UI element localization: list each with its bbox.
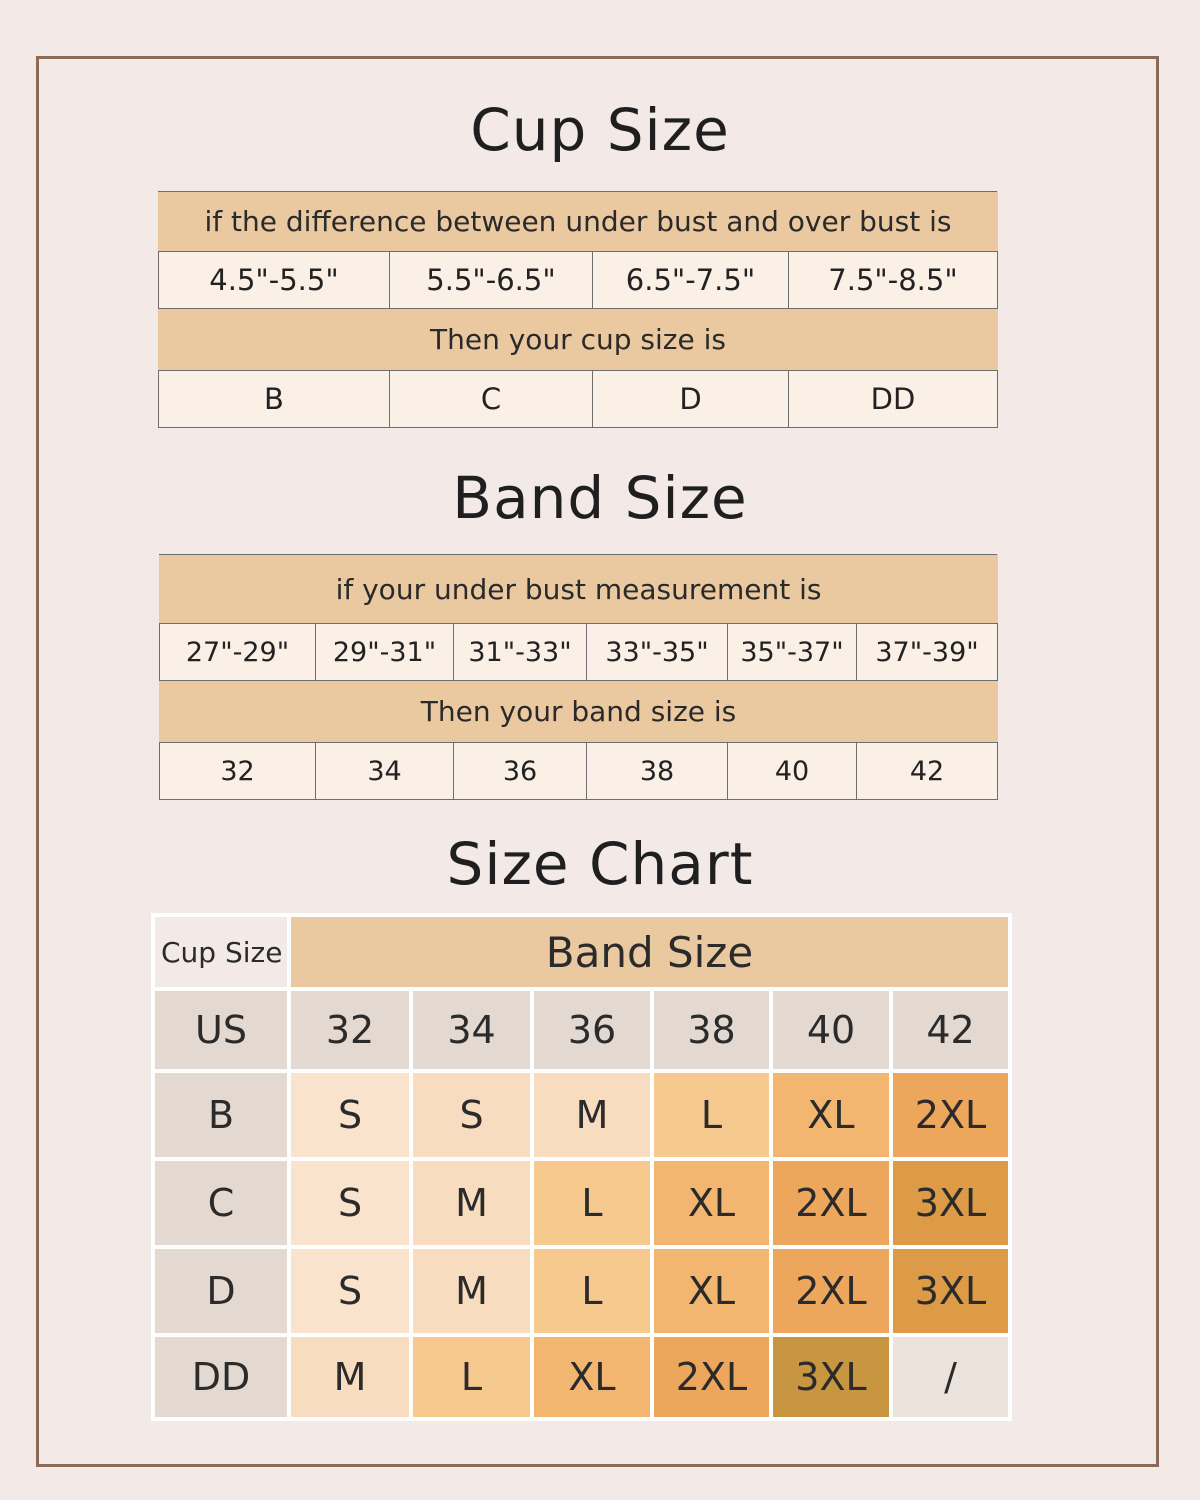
band-column-header: 40	[773, 991, 889, 1069]
band-column-header: 32	[291, 991, 409, 1069]
cup-row-header: C	[155, 1161, 287, 1245]
size-cell: XL	[773, 1073, 889, 1157]
band-size-cell: 34	[316, 743, 454, 800]
cup-size-corner-label: Cup Size	[155, 917, 287, 987]
band-size-heading: Band Size	[291, 917, 1008, 987]
cup-size-title: Cup Size	[470, 96, 730, 164]
size-cell: 3XL	[893, 1249, 1008, 1333]
size-cell: S	[291, 1249, 409, 1333]
band-range-cell: 35"-37"	[728, 624, 857, 681]
band-size-cell: 32	[160, 743, 316, 800]
cup-result-header: Then your cup size is	[159, 309, 998, 371]
band-measurement-header: if your under bust measurement is	[160, 555, 998, 624]
size-cell: 2XL	[773, 1249, 889, 1333]
size-cell: 2XL	[893, 1073, 1008, 1157]
size-cell: M	[291, 1337, 409, 1417]
size-cell: M	[413, 1161, 530, 1245]
band-column-header: 36	[534, 991, 650, 1069]
cup-range-cell: 5.5"-6.5"	[390, 252, 593, 309]
size-cell: L	[534, 1161, 650, 1245]
size-cell: 2XL	[773, 1161, 889, 1245]
us-label: US	[155, 991, 287, 1069]
cup-size-cell: DD	[789, 371, 998, 428]
size-chart-table	[151, 913, 1012, 1421]
cup-range-cell: 7.5"-8.5"	[789, 252, 998, 309]
band-size-cell: 38	[587, 743, 728, 800]
band-range-cell: 29"-31"	[316, 624, 454, 681]
size-cell: S	[291, 1161, 409, 1245]
cup-range-cell: 4.5"-5.5"	[159, 252, 390, 309]
cup-size-cell: D	[593, 371, 789, 428]
size-cell: L	[534, 1249, 650, 1333]
size-cell: L	[413, 1337, 530, 1417]
cup-row-header: DD	[155, 1337, 287, 1417]
size-chart-title: Size Chart	[446, 830, 754, 898]
band-range-cell: 31"-33"	[454, 624, 587, 681]
size-cell: /	[893, 1337, 1008, 1417]
band-size-table	[159, 554, 998, 800]
band-size-title: Band Size	[452, 464, 748, 532]
size-cell: S	[413, 1073, 530, 1157]
size-cell: XL	[534, 1337, 650, 1417]
cup-size-cell: C	[390, 371, 593, 428]
cup-size-cell: B	[159, 371, 390, 428]
size-cell: L	[654, 1073, 769, 1157]
size-cell: XL	[654, 1249, 769, 1333]
size-cell: 3XL	[773, 1337, 889, 1417]
size-cell: M	[534, 1073, 650, 1157]
band-size-cell: 42	[857, 743, 998, 800]
band-range-cell: 33"-35"	[587, 624, 728, 681]
cup-row-header: B	[155, 1073, 287, 1157]
size-cell: 2XL	[654, 1337, 769, 1417]
band-size-cell: 36	[454, 743, 587, 800]
band-size-cell: 40	[728, 743, 857, 800]
band-column-header: 34	[413, 991, 530, 1069]
cup-row-header: D	[155, 1249, 287, 1333]
size-cell: S	[291, 1073, 409, 1157]
cup-range-cell: 6.5"-7.5"	[593, 252, 789, 309]
size-cell: M	[413, 1249, 530, 1333]
band-range-cell: 37"-39"	[857, 624, 998, 681]
size-cell: XL	[654, 1161, 769, 1245]
band-column-header: 42	[893, 991, 1008, 1069]
cup-difference-header: if the difference between under bust and over bust is	[159, 192, 998, 252]
cup-size-table	[158, 191, 998, 428]
band-result-header: Then your band size is	[160, 681, 998, 743]
size-cell: 3XL	[893, 1161, 1008, 1245]
band-column-header: 38	[654, 991, 769, 1069]
band-range-cell: 27"-29"	[160, 624, 316, 681]
